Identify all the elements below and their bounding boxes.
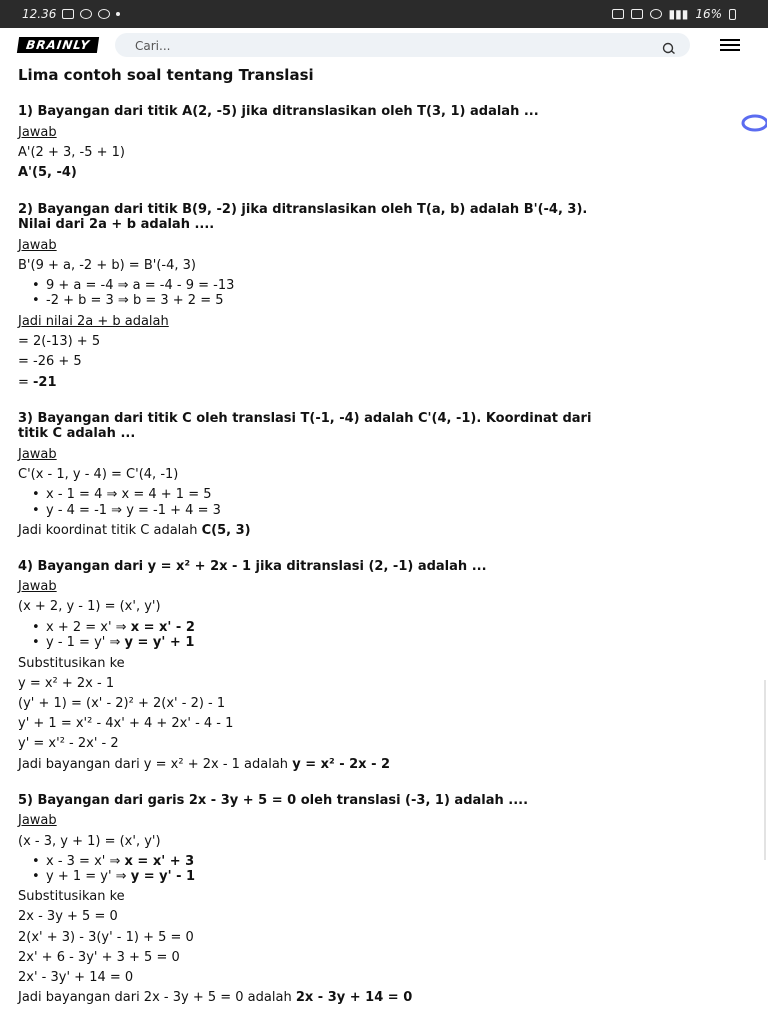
q4-calc-3: y' + 1 = x'² - 4x' + 4 + 2x' - 4 - 1 xyxy=(18,716,234,731)
q2-result-prefix: = xyxy=(18,375,34,390)
status-left xyxy=(22,7,120,21)
q1-result: A'(5, -4) xyxy=(18,165,77,180)
q5-step: (x - 3, y + 1) = (x', y') xyxy=(18,834,161,849)
q5-bullet-2-text: y + 1 = y' ⇒ xyxy=(46,869,131,884)
status-right xyxy=(612,7,736,21)
scrollbar[interactable] xyxy=(764,680,766,860)
q3-result xyxy=(18,522,251,540)
camera-icon xyxy=(631,9,643,19)
q5-bullet-2 xyxy=(46,869,195,885)
q2-question-2: Nilai dari 2a + b adalah .... xyxy=(18,217,215,232)
hamburger-menu-icon[interactable] xyxy=(720,39,740,51)
app-header xyxy=(0,28,768,62)
q5-subst-label: Substitusikan ke xyxy=(18,889,125,904)
status-time: 12.36 xyxy=(22,7,57,21)
q3-jawab: Jawab xyxy=(18,447,57,462)
notification-dot-icon xyxy=(116,12,120,16)
q2-conclusion-label: Jadi nilai 2a + b adalah xyxy=(18,314,169,329)
q5-result-prefix: Jadi bayangan dari 2x - 3y + 5 = 0 adalah xyxy=(18,990,296,1005)
q5-calc-2: 2(x' + 3) - 3(y' - 1) + 5 = 0 xyxy=(18,930,194,945)
q5-bullet-1-value: x = x' + 3 xyxy=(124,854,195,869)
assistant-bubble-icon[interactable] xyxy=(741,114,767,132)
search-bar[interactable] xyxy=(115,33,690,57)
q4-question: 4) Bayangan dari y = x² + 2x - 1 jika ditranslasi (2, -1) adalah ... xyxy=(18,559,487,574)
signal-icon: ▮▮▮ xyxy=(668,7,689,21)
q2-calc-1: = 2(-13) + 5 xyxy=(18,334,101,349)
q5-result-value: 2x - 3y + 14 = 0 xyxy=(295,990,413,1005)
q5-result xyxy=(18,989,412,1007)
alarm-icon xyxy=(612,9,624,19)
brainly-logo[interactable]: BRAINLY xyxy=(17,37,99,53)
q4-result-value: y = x² - 2x - 2 xyxy=(292,757,391,772)
q5-jawab: Jawab xyxy=(18,813,57,828)
q2-bullet-1: • 9 + a = -4 ⇒ a = -4 - 9 = -13 xyxy=(46,278,234,294)
q3-result-value: C(5, 3) xyxy=(201,523,251,538)
q3-bullet-2: • y - 4 = -1 ⇒ y = -1 + 4 = 3 xyxy=(46,503,221,519)
q3-question-1: 3) Bayangan dari titik C oleh translasi T(-1, -4) adalah C'(4, -1). Koordinat dari xyxy=(18,411,592,426)
q2-calc-2: = -26 + 5 xyxy=(18,354,82,369)
q5-calc-1: 2x - 3y + 5 = 0 xyxy=(18,909,118,924)
q4-bullet-1-value: x = x' - 2 xyxy=(130,620,195,635)
q4-jawab: Jawab xyxy=(18,579,57,594)
q5-calc-3: 2x' + 6 - 3y' + 3 + 5 = 0 xyxy=(18,950,180,965)
battery-icon xyxy=(729,9,736,20)
search-icon[interactable] xyxy=(662,39,676,58)
battery-level: 16% xyxy=(695,7,722,21)
q4-bullet-2 xyxy=(46,635,194,651)
q2-step: B'(9 + a, -2 + b) = B'(-4, 3) xyxy=(18,258,196,273)
q4-result xyxy=(18,756,390,774)
q2-jawab: Jawab xyxy=(18,238,57,253)
whatsapp-icon xyxy=(80,9,92,19)
search-input[interactable] xyxy=(133,36,637,56)
q4-bullet-1 xyxy=(46,620,195,636)
q5-bullet-2-value: y = y' - 1 xyxy=(130,869,196,884)
status-bar xyxy=(0,0,768,28)
q4-bullet-1-text: x + 2 = x' ⇒ xyxy=(46,620,131,635)
q4-step: (x + 2, y - 1) = (x', y') xyxy=(18,599,161,614)
q3-question-2: titik C adalah ... xyxy=(18,426,136,441)
q5-calc-4: 2x' - 3y' + 14 = 0 xyxy=(18,970,134,985)
dnd-icon xyxy=(650,9,662,19)
q1-question: 1) Bayangan dari titik A(2, -5) jika ditranslasikan oleh T(3, 1) adalah ... xyxy=(18,104,539,119)
gallery-icon xyxy=(62,9,74,19)
q1-jawab: Jawab xyxy=(18,125,57,140)
q5-bullet-1-text: x - 3 = x' ⇒ xyxy=(46,854,125,869)
q2-result xyxy=(18,374,57,392)
q4-calc-1: y = x² + 2x - 1 xyxy=(18,676,115,691)
q4-result-prefix: Jadi bayangan dari y = x² + 2x - 1 adalah xyxy=(18,757,293,772)
q2-result-value: -21 xyxy=(33,375,57,390)
q5-bullet-1 xyxy=(46,854,194,870)
q4-bullet-2-value: y = y' + 1 xyxy=(124,635,195,650)
q2-question-1: 2) Bayangan dari titik B(9, -2) jika ditranslasikan oleh T(a, b) adalah B'(-4, 3). xyxy=(18,202,588,217)
q4-bullet-2-text: y - 1 = y' ⇒ xyxy=(46,635,125,650)
q2-bullet-2: • -2 + b = 3 ⇒ b = 3 + 2 = 5 xyxy=(46,293,224,309)
q3-result-prefix: Jadi koordinat titik C adalah xyxy=(18,523,202,538)
q5-question: 5) Bayangan dari garis 2x - 3y + 5 = 0 oleh translasi (-3, 1) adalah .... xyxy=(18,793,529,808)
q4-calc-4: y' = x'² - 2x' - 2 xyxy=(18,736,119,751)
page-title: Lima contoh soal tentang Translasi xyxy=(18,66,314,84)
q4-subst-label: Substitusikan ke xyxy=(18,656,125,671)
q3-bullet-1: • x - 1 = 4 ⇒ x = 4 + 1 = 5 xyxy=(46,487,211,503)
sync-icon xyxy=(98,9,110,19)
q1-step: A'(2 + 3, -5 + 1) xyxy=(18,145,125,160)
q4-calc-2: (y' + 1) = (x' - 2)² + 2(x' - 2) - 1 xyxy=(18,696,226,711)
q3-step: C'(x - 1, y - 4) = C'(4, -1) xyxy=(18,467,179,482)
